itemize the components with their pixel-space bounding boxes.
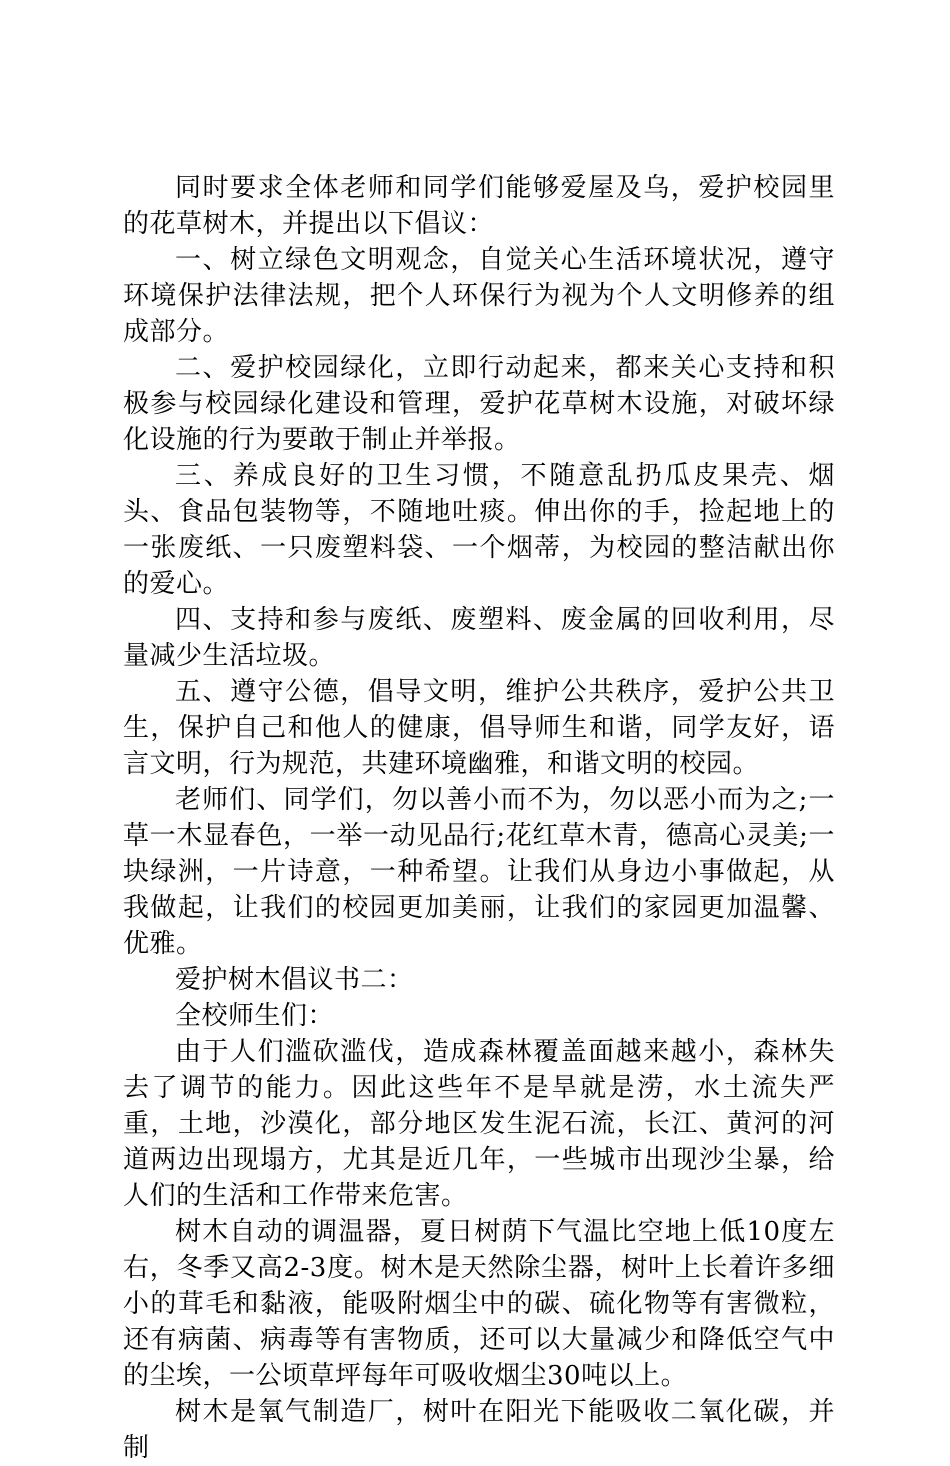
- paragraph-closing: 老师们、同学们，勿以善小而不为，勿以恶小而为之;一草一木显春色，一举一动见品行;花红草木青，德高心灵美;一块绿洲，一片诗意，一种希望。让我们从身边小事做起，从我做起，让我们的校园更加美丽，让我们的家园更加温馨、优雅。: [123, 785, 835, 959]
- document-body: [123, 170, 835, 1466]
- paragraph-proposal-5: 五、遵守公德，倡导文明，维护公共秩序，爱护公共卫生，保护自己和他人的健康，倡导师生和谐，同学友好，语言文明，行为规范，共建环境幽雅，和谐文明的校园。: [123, 677, 835, 779]
- section-heading: 爱护树木倡议书二：: [175, 965, 414, 995]
- paragraph-intro: 同时要求全体老师和同学们能够爱屋及乌，爱护校园里的花草树木，并提出以下倡议：: [123, 173, 835, 239]
- paragraph-proposal-3: 三、养成良好的卫生习惯，不随意乱扔瓜皮果壳、烟头、食品包装物等，不随地吐痰。伸出你的手，捡起地上的一张废纸、一只废塑料袋、一个烟蒂，为校园的整洁献出你的爱心。: [123, 461, 835, 599]
- paragraph-proposal-1: 一、树立绿色文明观念，自觉关心生活环境状况，遵守环境保护法律法规，把个人环保行为视为个人文明修养的组成部分。: [123, 245, 835, 347]
- paragraph-temperature: 树木自动的调温器，夏日树荫下气温比空地上低10度左右，冬季又高2-3度。树木是天然除尘器，树叶上长着许多细小的茸毛和黏液，能吸附烟尘中的碳、硫化物等有害微粒，还有病菌、病毒等有害物质，还可以大量减少和降低空气中的尘埃，一公顷草坪每年可吸收烟尘30吨以上。: [123, 1217, 835, 1391]
- salutation: 全校师生们：: [175, 1001, 335, 1031]
- paragraph-proposal-2: 二、爱护校园绿化，立即行动起来，都来关心支持和积极参与校园绿化建设和管理，爱护花草树木设施，对破坏绿化设施的行为要敢于制止并举报。: [123, 353, 835, 455]
- paragraph-proposal-4: 四、支持和参与废纸、废塑料、废金属的回收利用，尽量减少生活垃圾。: [123, 605, 835, 671]
- paragraph-deforestation: 由于人们滥砍滥伐，造成森林覆盖面越来越小，森林失去了调节的能力。因此这些年不是旱就是涝，水土流失严重，土地，沙漠化，部分地区发生泥石流，长江、黄河的河道两边出现塌方，尤其是近几年，一些城市出现沙尘暴，给人们的生活和工作带来危害。: [123, 1037, 835, 1211]
- paragraph-oxygen: 树木是氧气制造厂，树叶在阳光下能吸收二氧化碳，并制: [123, 1397, 835, 1463]
